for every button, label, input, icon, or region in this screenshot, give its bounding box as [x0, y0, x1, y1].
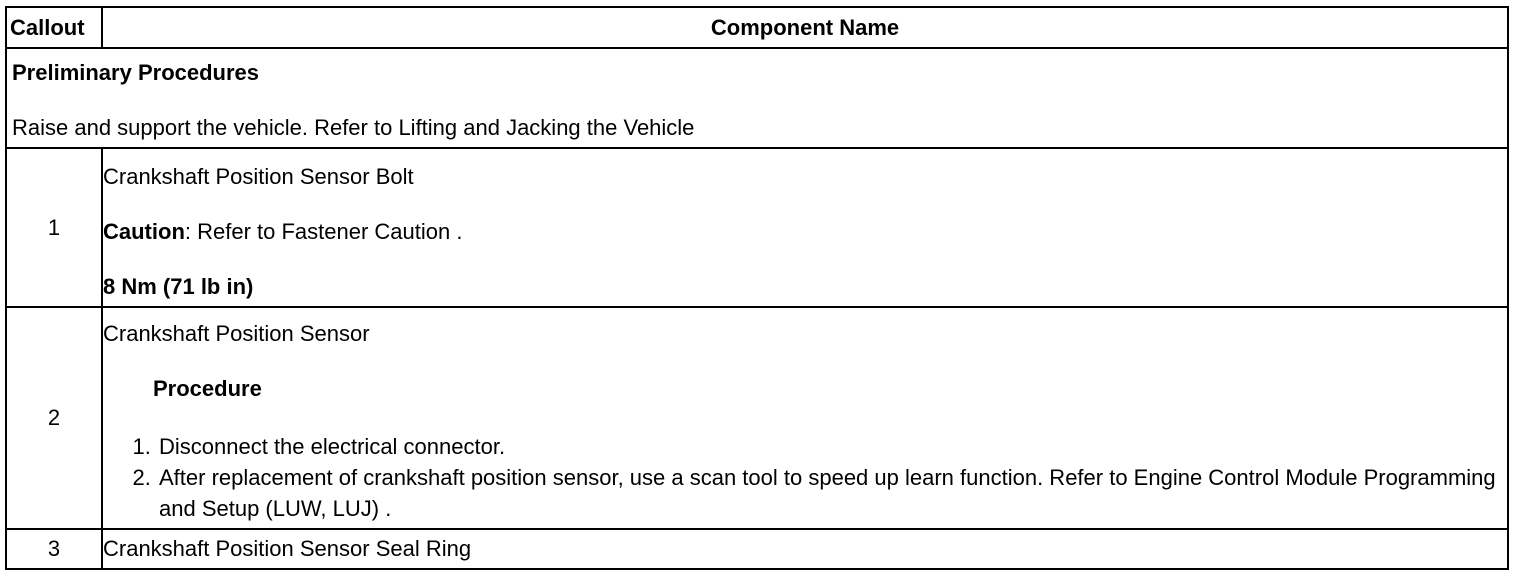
component-name: Crankshaft Position Sensor [103, 320, 370, 346]
torque-spec: 8 Nm (71 lb in) [103, 273, 254, 299]
table-row [6, 307, 1508, 529]
procedure-step: 2. After replacement of crankshaft position sensor, use a scan tool to speed up learn function. Refer to Engine Control Module Programming and Setup (LUW, LUJ) . [157, 462, 1507, 524]
callout-number: 1 [6, 148, 102, 307]
caution-text: : Refer to Fastener Caution . [184, 218, 463, 244]
callout-column-header: Callout [6, 7, 102, 48]
component-cell [102, 307, 1508, 529]
component-name: Crankshaft Position Sensor Bolt [103, 163, 414, 189]
procedure-step: 1. Disconnect the electrical connector. [157, 431, 1507, 462]
table-header-row [6, 7, 1508, 48]
caution-note [103, 219, 1507, 245]
preliminary-procedures-row [6, 48, 1508, 148]
caution-label: Caution [103, 218, 185, 244]
procedure-steps [103, 431, 1507, 524]
callout-number: 3 [6, 529, 102, 569]
callout-number: 2 [6, 307, 102, 529]
preliminary-procedures-cell [6, 48, 1508, 148]
table-row [6, 529, 1508, 569]
component-table [5, 6, 1509, 570]
component-name: Crankshaft Position Sensor Seal Ring [102, 529, 1508, 569]
component-cell [102, 148, 1508, 307]
procedure-title: Procedure [153, 375, 262, 401]
table-row [6, 148, 1508, 307]
preliminary-procedures-title: Preliminary Procedures [12, 60, 260, 85]
component-name-column-header: Component Name [102, 7, 1508, 48]
preliminary-procedures-text: Raise and support the vehicle. Refer to Lifting and Jacking the Vehicle [12, 115, 695, 140]
